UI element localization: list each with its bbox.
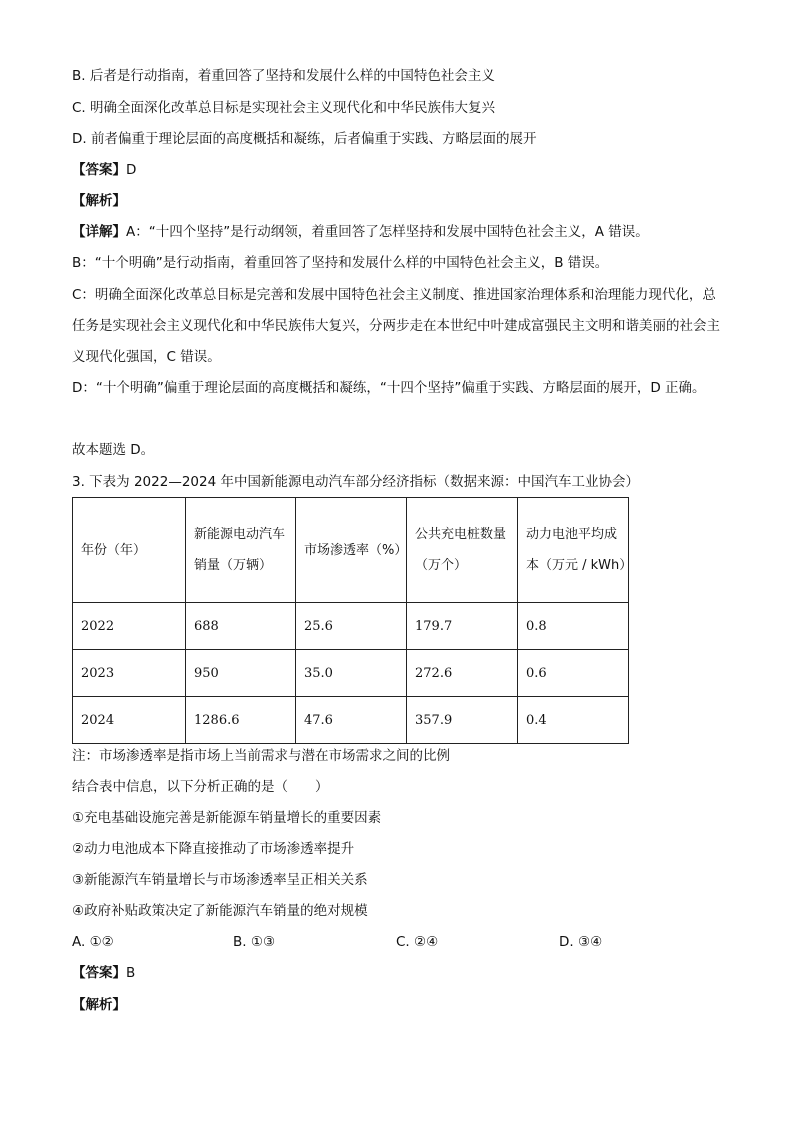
q2-answer bbox=[72, 160, 136, 180]
q3-analysis-label: 【解析】 bbox=[72, 997, 126, 1013]
table-cell: 0.8 bbox=[518, 603, 629, 650]
q2-detail-a bbox=[72, 222, 649, 242]
table-cell: 25.6 bbox=[296, 603, 407, 650]
detail-label: 【详解】 bbox=[72, 224, 126, 240]
q2-conclusion: 故本题选 D。 bbox=[72, 442, 155, 458]
option-a: A. ①② bbox=[72, 934, 114, 950]
q2-option-c: C. 明确全面深化改革总目标是实现社会主义现代化和中华民族伟大复兴 bbox=[72, 100, 496, 116]
table-cell: 179.7 bbox=[407, 603, 518, 650]
q2-analysis-label: 【解析】 bbox=[72, 193, 126, 209]
table-row bbox=[73, 603, 629, 650]
q2-option-b: B. 后者是行动指南，着重回答了坚持和发展什么样的中国特色社会主义 bbox=[72, 68, 495, 84]
data-table bbox=[72, 497, 633, 744]
table-row bbox=[73, 650, 629, 697]
detail-a-text: A：“十四个坚持”是行动纲领，着重回答了怎样坚持和发展中国特色社会主义，A 错误。 bbox=[126, 224, 649, 240]
q3-statement-1: ①充电基础设施完善是新能源车销量增长的重要因素 bbox=[72, 810, 382, 826]
q3-statement-4: ④政府补贴政策决定了新能源汽车销量的绝对规模 bbox=[72, 903, 368, 919]
q2-option-d: D. 前者偏重于理论层面的高度概括和凝练，后者偏重于实践、方略层面的展开 bbox=[72, 131, 537, 147]
table-header-cell: 年份（年） bbox=[73, 498, 186, 603]
table-cell: 272.6 bbox=[407, 650, 518, 697]
q2-detail-b: B：“十个明确”是行动指南，着重回答了坚持和发展什么样的中国特色社会主义，B 错误。 bbox=[72, 255, 609, 271]
option-b: B. ①③ bbox=[233, 934, 276, 950]
table-header-cell: 新能源电动汽车销量（万辆） bbox=[186, 498, 296, 603]
table-header-row bbox=[73, 498, 629, 603]
q3-stem: 3. 下表为 2022—2024 年中国新能源电动汽车部分经济指标（数据来源：中国汽车工业协会） bbox=[72, 474, 639, 490]
answer-label: 【答案】 bbox=[72, 965, 126, 981]
option-d: D. ③④ bbox=[559, 934, 603, 950]
table-cell: 2023 bbox=[73, 650, 186, 697]
q3-note: 注：市场渗透率是指市场上当前需求与潜在市场需求之间的比例 bbox=[72, 748, 450, 764]
table-header-cell: 市场渗透率（%） bbox=[296, 498, 407, 603]
table-row bbox=[73, 697, 629, 744]
table-header-cell: 动力电池平均成本（万元 / kWh） bbox=[518, 498, 629, 603]
table-header-cell: 公共充电桩数量（万个） bbox=[407, 498, 518, 603]
table-cell: 35.0 bbox=[296, 650, 407, 697]
q3-statement-3: ③新能源汽车销量增长与市场渗透率呈正相关关系 bbox=[72, 872, 368, 888]
table-cell: 1286.6 bbox=[186, 697, 296, 744]
table-cell: 0.6 bbox=[518, 650, 629, 697]
answer-label: 【答案】 bbox=[72, 162, 126, 178]
table-cell: 688 bbox=[186, 603, 296, 650]
q2-detail-c: C：明确全面深化改革总目标是完善和发展中国特色社会主义制度、推进国家治理体系和治理能力现代化，总任务是实现社会主义现代化和中华民族伟大复兴，分两步走在本世纪中叶建成富强民主文明和谐美丽的社会主义现代化强国，C 错误。 bbox=[72, 287, 720, 365]
q3-statement-2: ②动力电池成本下降直接推动了市场渗透率提升 bbox=[72, 841, 355, 857]
q3-question: 结合表中信息，以下分析正确的是（ ） bbox=[72, 779, 329, 795]
answer-value: D bbox=[126, 162, 137, 178]
q3-answer bbox=[72, 963, 135, 983]
q2-detail-d: D：“十个明确”偏重于理论层面的高度概括和凝练，“十四个坚持”偏重于实践、方略层面的展开，D 正确。 bbox=[72, 380, 706, 396]
q3-options bbox=[72, 931, 722, 953]
table-cell: 0.4 bbox=[518, 697, 629, 744]
table-cell: 2024 bbox=[73, 697, 186, 744]
option-c: C. ②④ bbox=[396, 934, 439, 950]
table-cell: 950 bbox=[186, 650, 296, 697]
table-cell: 2022 bbox=[73, 603, 186, 650]
table-cell: 357.9 bbox=[407, 697, 518, 744]
answer-value: B bbox=[126, 965, 136, 981]
table-cell: 47.6 bbox=[296, 697, 407, 744]
